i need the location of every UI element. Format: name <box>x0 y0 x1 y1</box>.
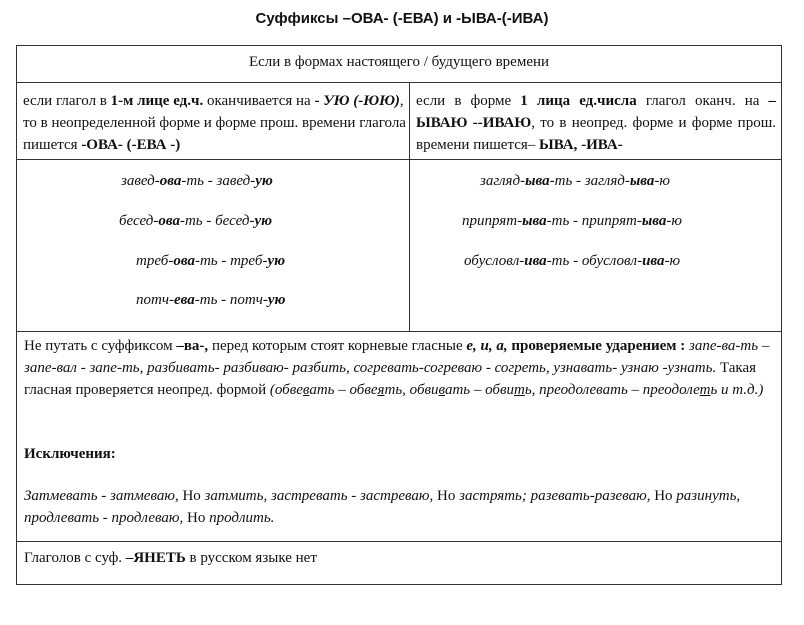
left-example: потч-ева-ть - потч-ую <box>136 292 286 308</box>
left-rule-ending: УЮ (-ЮЮ) <box>323 93 400 109</box>
left-rule-bold: - <box>314 93 320 109</box>
table-border-top <box>16 45 782 46</box>
left-rule-part: если глагол в <box>23 93 111 109</box>
table-border-right <box>781 45 782 585</box>
left-rule-bold: 1-м лице ед.ч. <box>110 93 204 109</box>
left-example: завед-ова-ть - завед-ую <box>121 173 273 189</box>
column-divider <box>409 82 410 331</box>
final-note: Глаголов с суф. –ЯНЕТЬ в русском языке нет <box>24 550 317 566</box>
rule-table <box>16 45 782 585</box>
right-rule-part: если в форме <box>416 93 521 109</box>
left-rule-suffix: -ОВА- (-ЕВА -) <box>81 137 181 153</box>
right-example: загляд-ыва-ть - загляд-ыва-ю <box>480 173 670 189</box>
right-example: припрят-ыва-ть - припрят-ыва-ю <box>462 213 682 229</box>
left-example: треб-ова-ть - треб-ую <box>136 253 286 269</box>
note-paragraph: Не путать с суффиксом –ва-, перед которым стоят корневые гласные е, и, а, проверяемые ударением : запе-ва-ть – запе-вал - запе-ть, разбивать- разбиваю- разбить, согревать-согреваю - согреть, узнавать- узнаю -узнать. Такая гласная проверяется неопред. формой (обвевать – обвеять, обвивать – обвить, преодолевать – преодолеть и т.д.) <box>24 338 770 398</box>
table-border-bottom <box>16 584 782 585</box>
right-rule-part: , то в неопред. форме и форме прош. времени пишется– <box>416 115 777 153</box>
right-rule-text <box>416 90 776 156</box>
row-divider-note <box>16 331 782 332</box>
right-rule-ending: –ЫВАЮ --ИВАЮ <box>416 93 776 131</box>
left-rule-text <box>23 90 408 156</box>
left-example: бесед-ова-ть - бесед-ую <box>119 213 273 229</box>
row-divider-header <box>16 82 782 83</box>
left-rule-part: оканчивается на <box>203 93 315 109</box>
left-rule-part: , то в неопределенной форме и форме прош. времени глагола пишется <box>23 93 406 153</box>
header-text: Если в формах настоящего / будущего времени <box>248 54 550 70</box>
exceptions-heading: Исключения: <box>24 446 116 462</box>
right-rule-part: глагол оканч. на <box>636 93 769 109</box>
exceptions-text: Затмевать - затмеваю, Но затмить, застревать - застреваю, Но застрять; разевать-разеваю, Но разинуть, продлевать - продлеваю, Но продлить. <box>24 488 741 526</box>
row-divider-last <box>16 541 782 542</box>
table-border-left <box>16 45 17 585</box>
row-divider-examples <box>16 159 782 160</box>
page-title: Суффиксы –ОВА- (-ЕВА) и -ЫВА-(-ИВА) <box>255 10 549 27</box>
right-rule-suffix: ЫВА, -ИВА- <box>539 137 623 153</box>
right-rule-bold: 1 лица ед.числа <box>520 93 637 109</box>
right-example: обусловл-ива-ть - обусловл-ива-ю <box>464 253 681 269</box>
